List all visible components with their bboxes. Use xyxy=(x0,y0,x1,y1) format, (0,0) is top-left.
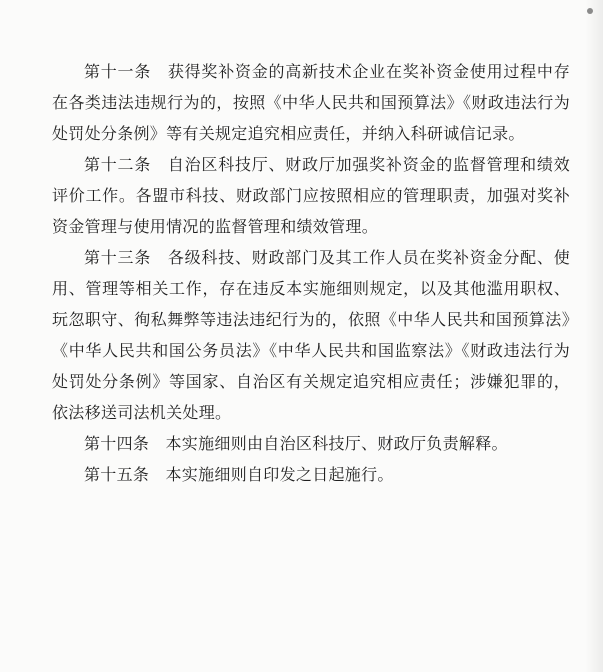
scan-dot-mark xyxy=(587,8,593,14)
article-13-paragraph: 第十三条 各级科技、财政部门及其工作人员在奖补资金分配、使用、管理等相关工作，存在违反本实施细则规定，以及其他滥用职权、玩忽职守、徇私舞弊等违法违纪行为的，依照《中华人民共和国预算法》《中华人民共和国公务员法》《中华人民共和国监察法》《财政违法行为处罚处分条例》等国家、自治区有关规定追究相应责任；涉嫌犯罪的，依法移送司法机关处理。 xyxy=(52,248,570,422)
article-11-paragraph: 第十一条 获得奖补资金的高新技术企业在奖补资金使用过程中存在各类违法违规行为的，按照《中华人民共和国预算法》《财政违法行为处罚处分条例》等有关规定追究相应责任，并纳入科研诚信记录。 xyxy=(52,62,570,143)
article-15-paragraph: 第十五条 本实施细则自印发之日起施行。 xyxy=(84,465,394,484)
document-body xyxy=(52,56,570,490)
scan-edge-shadow xyxy=(585,0,603,672)
article-12-paragraph: 第十二条 自治区科技厅、财政厅加强奖补资金的监督管理和绩效评价工作。各盟市科技、财政部门应按照相应的管理职责，加强对奖补资金管理与使用情况的监督管理和绩效管理。 xyxy=(52,155,570,236)
article-14-paragraph: 第十四条 本实施细则由自治区科技厅、财政厅负责解释。 xyxy=(84,434,508,453)
